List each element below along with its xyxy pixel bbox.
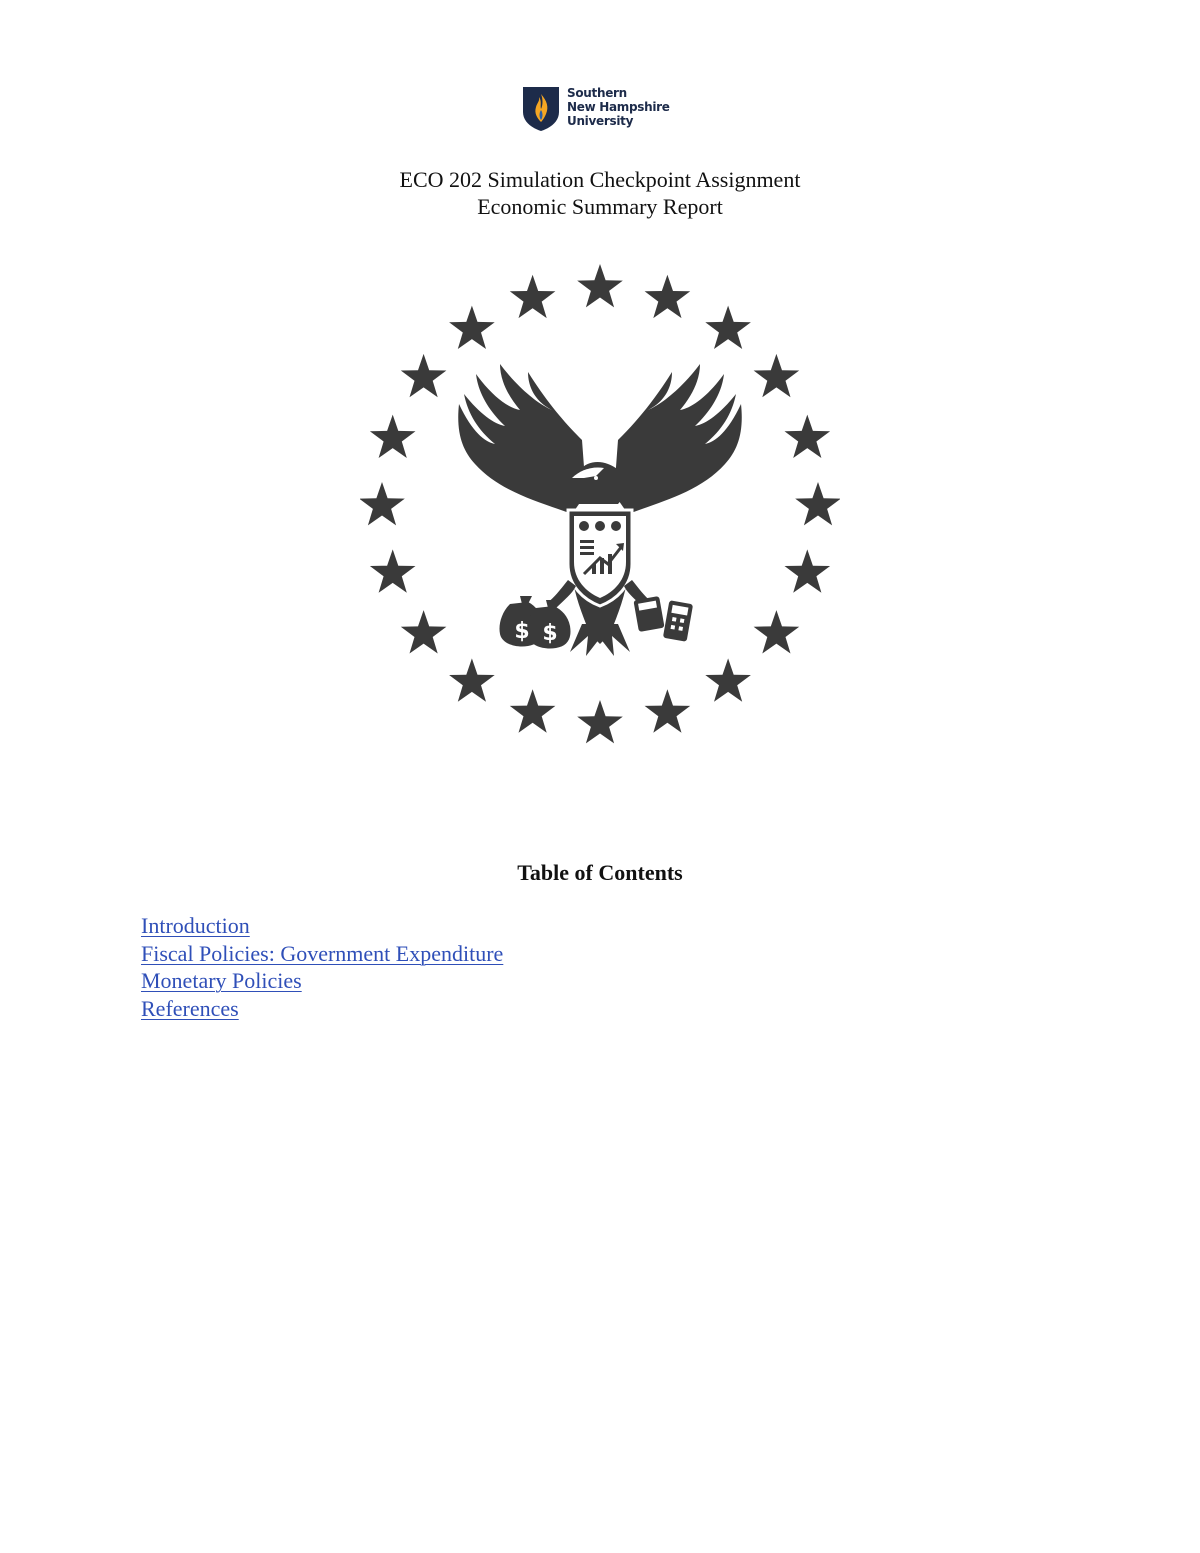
logo-line: New Hampshire (567, 100, 670, 114)
star-icon (449, 658, 495, 701)
toc-link-introduction[interactable]: Introduction (141, 913, 250, 938)
toc-link-references[interactable]: References (141, 995, 239, 1021)
star-icon (370, 415, 416, 458)
star-icon (785, 415, 831, 458)
toc-link-monetary-policies[interactable]: Monetary Policies (141, 968, 302, 993)
star-icon (401, 354, 447, 397)
university-logo (522, 86, 682, 134)
star-icon (360, 482, 405, 525)
money-bag-symbol: $ (514, 619, 530, 644)
star-icon (449, 306, 495, 349)
star-icon (795, 482, 840, 525)
star-icon (754, 610, 800, 653)
eagle-icon (458, 364, 742, 656)
star-icon (510, 689, 556, 732)
star-icon (785, 549, 831, 592)
university-name (567, 86, 670, 128)
star-icon (577, 264, 623, 307)
star-icon (577, 700, 623, 743)
university-shield-icon (522, 86, 560, 132)
toc-link-fiscal-policies[interactable]: Fiscal Policies: Government Expenditure (141, 940, 504, 966)
star-icon (705, 306, 751, 349)
logo-line: Southern (567, 86, 627, 100)
calculator-icon (633, 596, 693, 642)
toc-list (141, 912, 503, 1022)
logo-line: University (567, 114, 634, 128)
star-icon (705, 658, 751, 701)
title-line-2: Economic Summary Report (477, 194, 723, 219)
star-icon (370, 549, 416, 592)
star-icon (401, 610, 447, 653)
star-icon (754, 354, 800, 397)
star-icon (645, 689, 691, 732)
title-line-1: ECO 202 Simulation Checkpoint Assignment (399, 167, 801, 192)
eagle-crest-emblem (360, 264, 840, 748)
money-bag-symbol: $ (542, 621, 558, 646)
toc-heading: Table of Contents (517, 860, 683, 885)
document-title (0, 166, 1200, 220)
star-icon (645, 275, 691, 318)
star-icon (510, 275, 556, 318)
